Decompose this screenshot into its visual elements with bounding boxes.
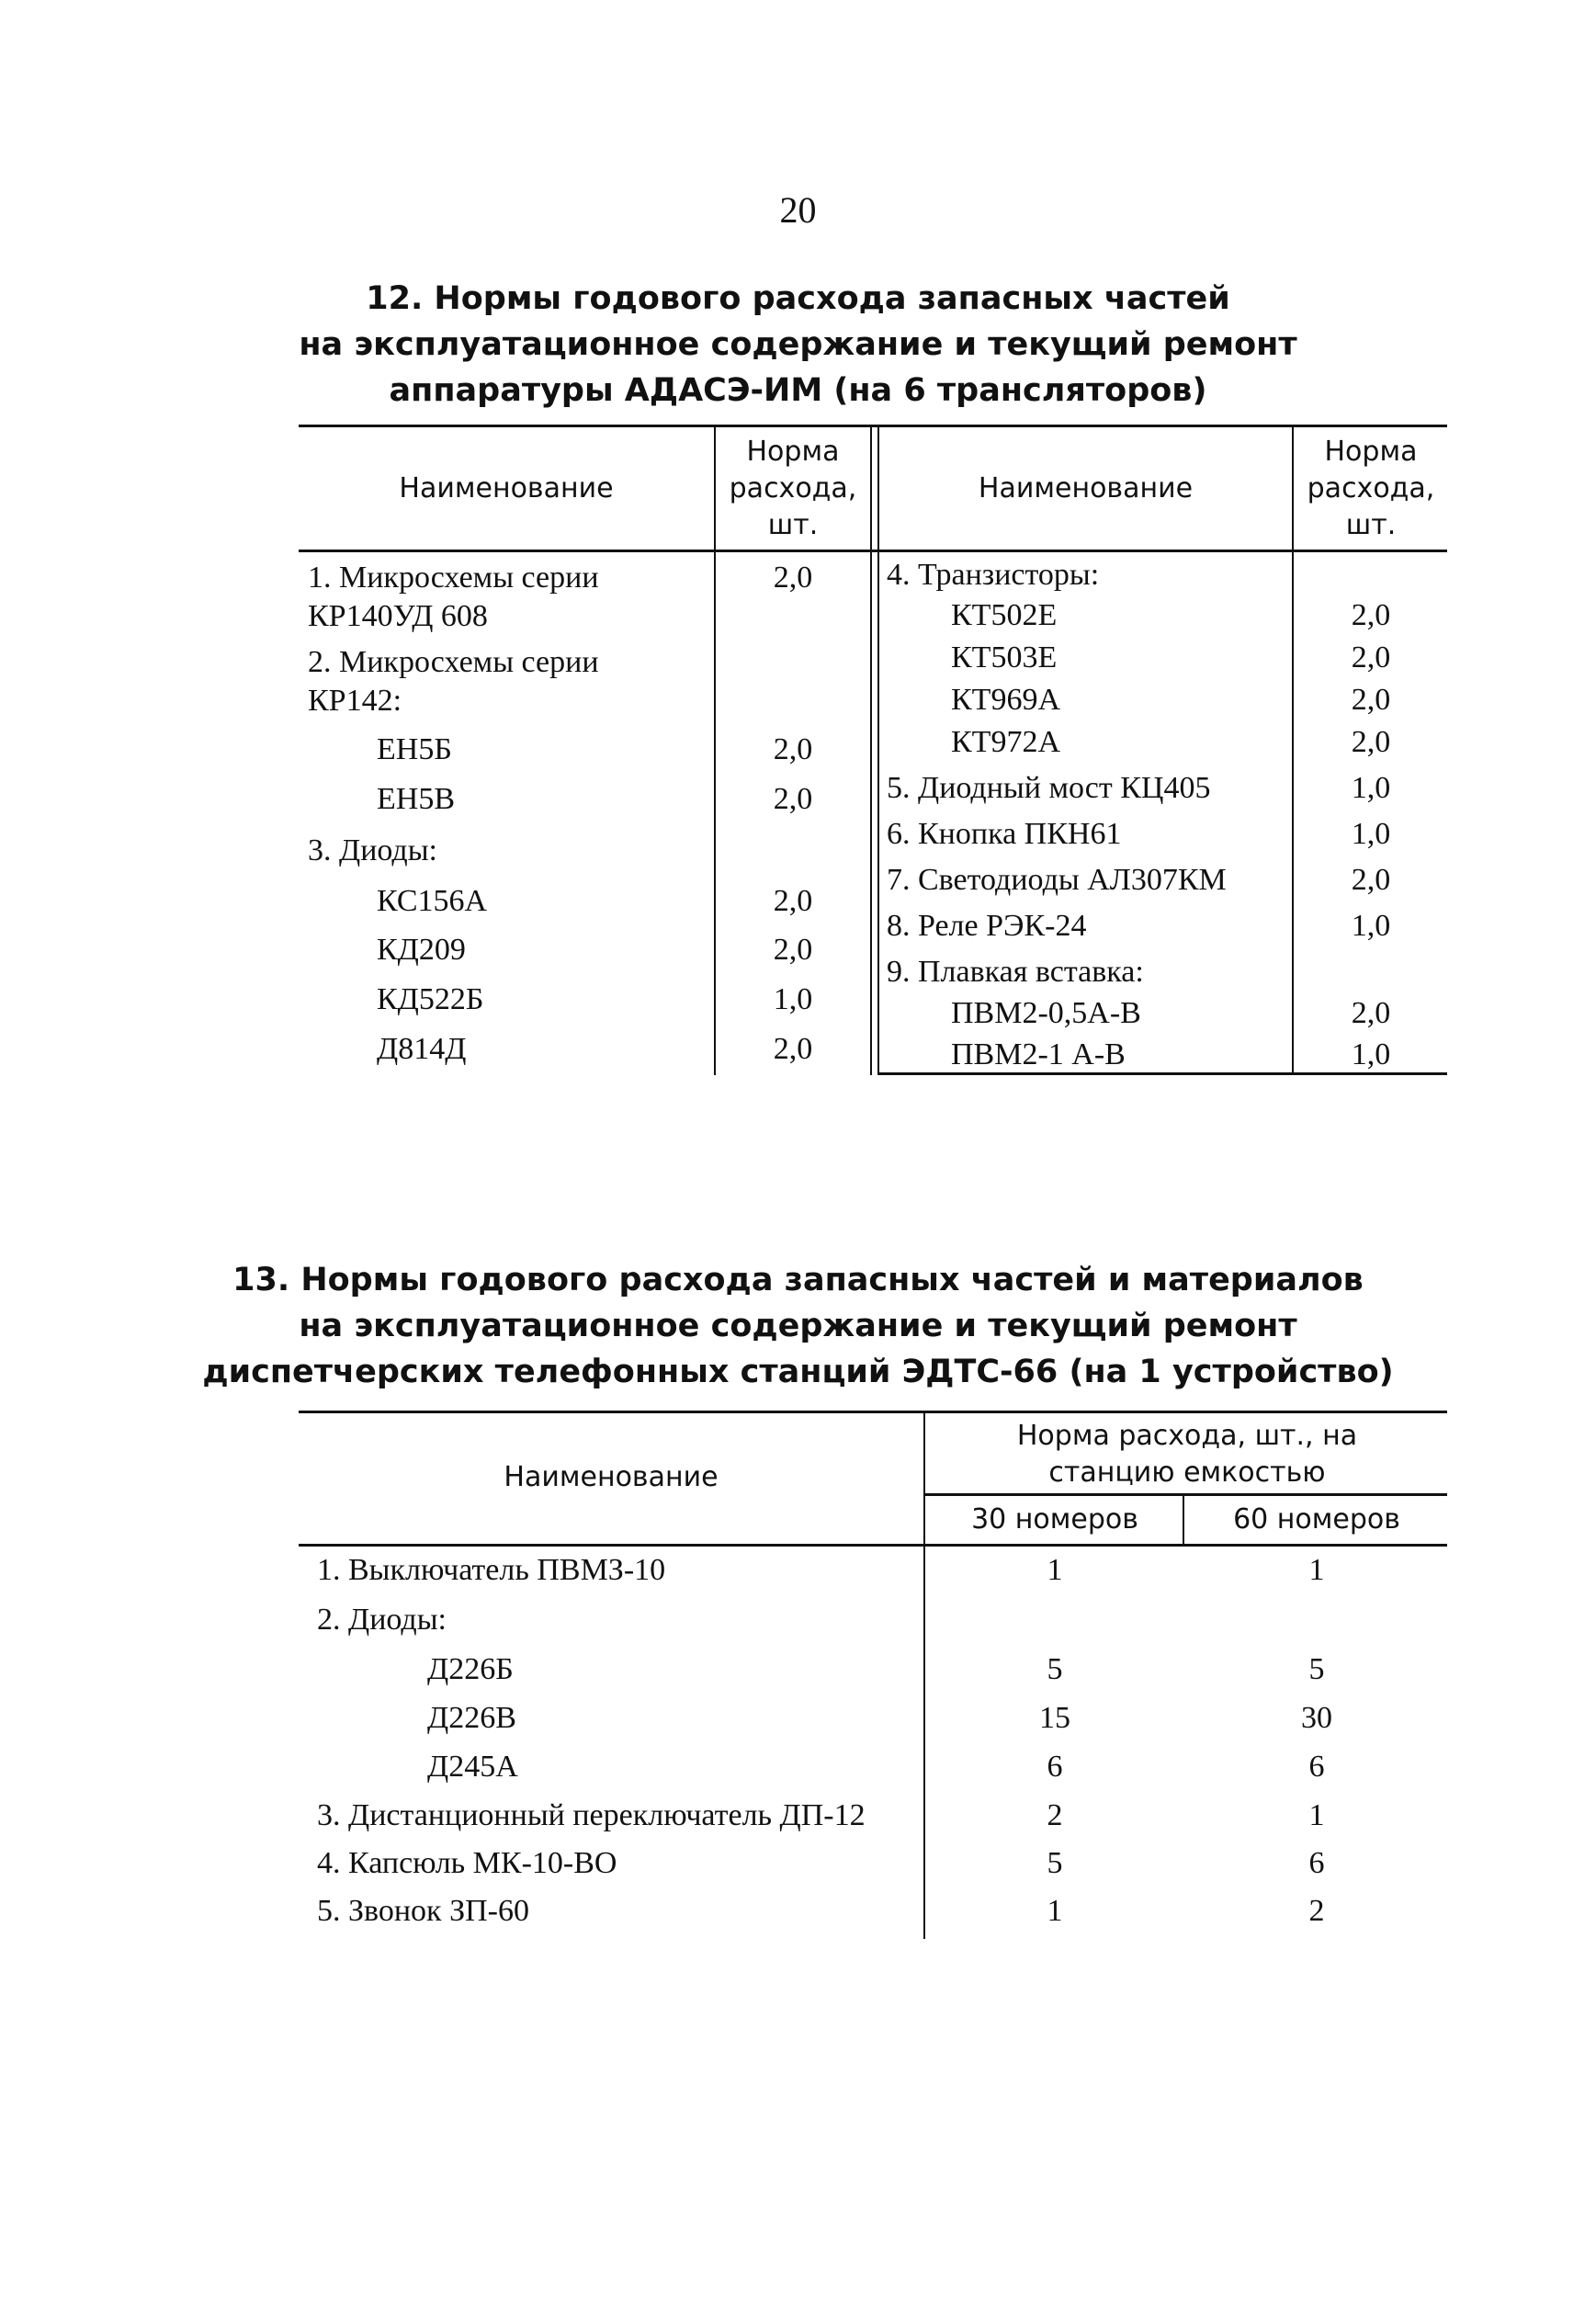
- table-13-divider: [923, 1411, 925, 1939]
- table-row-name: 2. Диоды:: [317, 1603, 447, 1637]
- table-row-value: 2,0: [773, 1032, 813, 1066]
- table-row-value: 2,0: [1351, 598, 1391, 632]
- table-row-name: 1. Выключатель ПВМЗ-10: [317, 1553, 666, 1587]
- table-row-value: 2,0: [1351, 863, 1391, 897]
- table-row-value-60: 6: [1308, 1846, 1325, 1880]
- header-name-left: Наименование: [399, 472, 614, 504]
- table-row-value: 2,0: [773, 782, 813, 816]
- table-row-value-60: 2: [1308, 1894, 1325, 1928]
- header-name-right: Наименование: [978, 472, 1194, 504]
- table-12-divider: [870, 425, 872, 1075]
- table-row-value-30: 1: [1047, 1894, 1063, 1928]
- table-row-name: 2. Микросхемы серии: [308, 645, 599, 679]
- table-row-name: 6. Кнопка ПКН61: [887, 817, 1122, 851]
- table-row-name: ЕН5В: [377, 782, 455, 816]
- table-row-value: 1,0: [1351, 771, 1391, 805]
- table-row-value: 2,0: [773, 561, 813, 595]
- table-row-value-30: 1: [1047, 1553, 1063, 1587]
- table-row-name: ПВМ2-1 А-В: [951, 1037, 1126, 1071]
- table-row-name: КТ502Е: [951, 598, 1058, 632]
- table-row-name: 9. Плавкая вставка:: [887, 955, 1144, 989]
- table-row-value-30: 2: [1047, 1798, 1063, 1832]
- table-row-value-60: 6: [1308, 1750, 1325, 1784]
- table-row-name: 8. Реле РЭК-24: [887, 909, 1087, 943]
- table-row-name: КС156А: [377, 884, 488, 918]
- table-row-name: КТ503Е: [951, 640, 1058, 674]
- table-row-name: Д245А: [427, 1750, 518, 1784]
- table-row-name: КД209: [377, 933, 466, 967]
- table-13: [299, 1411, 1447, 1939]
- table-row-name: ПВМ2-0,5А-В: [951, 996, 1141, 1030]
- table-row-value: 2,0: [1351, 683, 1391, 717]
- table-row-value-30: 15: [1039, 1701, 1070, 1735]
- table-12-title-line-1: 12. Нормы годового расхода запасных частей: [366, 280, 1230, 317]
- header-30-numbers: 30 номеров: [971, 1503, 1138, 1536]
- table-row-name: Д226Б: [427, 1652, 514, 1686]
- table-row-value: 2,0: [773, 933, 813, 967]
- table-row-value: 2,0: [773, 884, 813, 918]
- table-row-value-60: 1: [1308, 1798, 1325, 1832]
- table-12-divider: [877, 425, 879, 1075]
- table-row-name: ЕН5Б: [377, 732, 452, 766]
- table-row-value: 1,0: [1351, 909, 1391, 943]
- table-row-value-30: 5: [1047, 1846, 1063, 1880]
- page-number: 20: [779, 189, 817, 231]
- table-row-name: Д226В: [427, 1701, 516, 1735]
- table-row-value: 2,0: [1351, 996, 1391, 1030]
- table-row-name: КР142:: [308, 684, 402, 718]
- table-row-name: 1. Микросхемы серии: [308, 561, 599, 595]
- table-row-value-30: 5: [1047, 1652, 1063, 1686]
- table-row-name: 5. Звонок ЗП-60: [317, 1894, 529, 1928]
- table-row-name: КТ969А: [951, 683, 1060, 717]
- table-row-value-30: 6: [1047, 1750, 1063, 1784]
- table-row-name: 3. Диоды:: [308, 833, 437, 867]
- table-12-divider: [714, 425, 716, 1075]
- table-row-name: Д814Д: [377, 1032, 467, 1066]
- table-12-title-line-2: на эксплуатационное содержание и текущий ремонт: [299, 326, 1297, 363]
- table-row-name: 4. Капсюль МК-10-ВО: [317, 1846, 617, 1880]
- header-name: Наименование: [504, 1461, 719, 1493]
- table-row-name: 3. Дистанционный переключатель ДП-12: [317, 1798, 866, 1832]
- table-12-header-rule: [299, 550, 1447, 552]
- table-row-value: 1,0: [773, 982, 813, 1016]
- table-12-top-rule: [299, 425, 1447, 427]
- table-row-value: 1,0: [1351, 1037, 1391, 1071]
- table-row-name: 7. Светодиоды АЛ307КМ: [887, 863, 1227, 897]
- table-12-title: [0, 276, 1596, 414]
- table-row-value: 2,0: [1351, 640, 1391, 674]
- table-13-divider: [1183, 1493, 1184, 1544]
- header-60-numbers: 60 номеров: [1233, 1503, 1400, 1536]
- table-13-title-line-1: 13. Нормы годового расхода запасных частей и материалов: [232, 1262, 1364, 1298]
- header-norm-group: Норма расхода, шт., на станцию емкостью: [1016, 1420, 1358, 1489]
- table-13-title-line-3: диспетчерских телефонных станций ЭДТС-66 (на 1 устройство): [202, 1354, 1394, 1390]
- header-norm-right: Норма расхода, шт.: [1307, 436, 1435, 541]
- table-row-value-60: 5: [1308, 1652, 1325, 1686]
- table-row-name: 5. Диодный мост КЦ405: [887, 771, 1211, 805]
- table-12-divider: [1292, 425, 1294, 1075]
- table-13-title-line-2: на эксплуатационное содержание и текущий ремонт: [299, 1308, 1297, 1344]
- table-row-name: КТ972А: [951, 725, 1060, 759]
- table-row-value: 1,0: [1351, 817, 1391, 851]
- header-norm-left: Норма расхода, шт.: [729, 436, 857, 541]
- table-12: [299, 425, 1447, 1075]
- table-row-value-60: 1: [1308, 1553, 1325, 1587]
- table-row-name: КД522Б: [377, 982, 484, 1016]
- table-row-name: 4. Транзисторы:: [887, 558, 1100, 592]
- table-row-name: КР140УД 608: [308, 599, 488, 633]
- table-row-value: 2,0: [1351, 725, 1391, 759]
- table-row-value-60: 30: [1301, 1701, 1332, 1735]
- table-row-value: 2,0: [773, 732, 813, 766]
- table-13-title: [0, 1257, 1596, 1395]
- table-12-title-line-3: аппаратуры АДАСЭ-ИМ (на 6 трансляторов): [389, 372, 1207, 409]
